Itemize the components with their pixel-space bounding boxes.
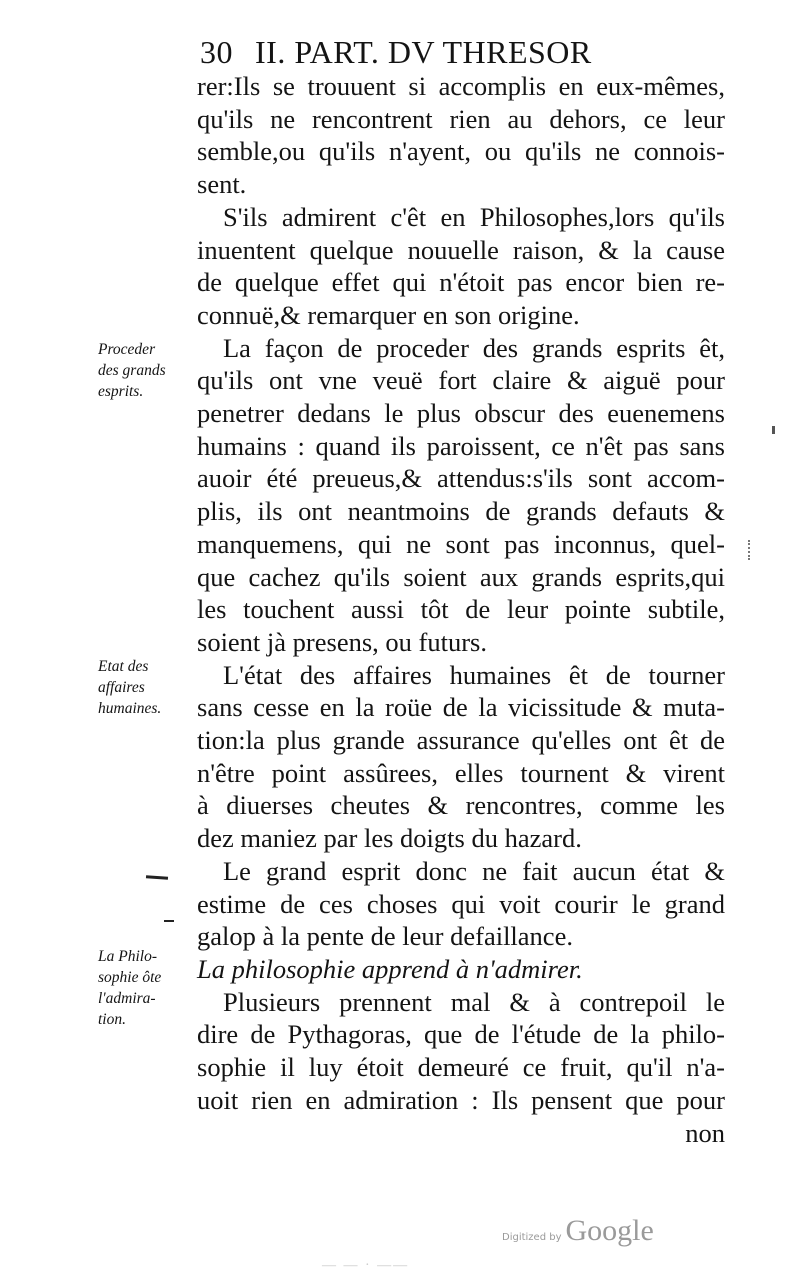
page-number: 30	[200, 34, 233, 70]
text-line: humains : quand ils paroissent, ce n'êt pas sans	[197, 430, 725, 461]
text-line: inuentent quelque nouuelle raison, & la cause	[197, 234, 725, 265]
text-line: uoit rien en admiration : Ils pensent que pour	[197, 1084, 725, 1115]
text-line: connuë,& remarquer en son origine.	[197, 299, 580, 330]
margin-note-line: Proceder	[98, 341, 156, 358]
margin-note-line: humaines.	[98, 700, 162, 717]
text-line: La façon de proceder des grands esprits êt,	[223, 332, 725, 363]
text-line: semble,ou qu'ils n'ayent, ou qu'ils ne connois-	[197, 136, 725, 167]
text-line: à diuerses cheutes & rencontres, comme les	[197, 790, 725, 821]
bleed-through-mark	[748, 540, 764, 560]
margin-note-philosophie	[98, 946, 194, 1030]
text-line: n'être point assûrees, elles tournent & virent	[197, 757, 725, 788]
text-line: penetrer dedans le plus obscur des euenemens	[197, 398, 725, 429]
text-line: soient jà presens, ou futurs.	[197, 626, 487, 657]
margin-note-line: tion.	[98, 1011, 126, 1028]
text-line: Le grand esprit donc ne fait aucun état &	[223, 855, 725, 886]
running-title: II. PART. DV THRESOR	[255, 34, 592, 70]
running-head	[200, 34, 592, 70]
text-line: sophie il luy étoit demeuré ce fruit, qu'il n'a-	[197, 1052, 725, 1083]
google-logo: Google	[565, 1214, 654, 1247]
ink-mark	[146, 875, 168, 880]
margin-note-line: l'admira-	[98, 990, 156, 1007]
text-line: plis, ils ont neantmoins de grands defauts &	[197, 496, 725, 527]
text-line: dez maniez par les doigts du hazard.	[197, 823, 582, 854]
margin-note-line: affaires	[98, 679, 145, 696]
margin-note-line: esprits.	[98, 383, 144, 400]
section-heading: La philosophie apprend à n'admirer.	[197, 953, 583, 984]
text-line: que cachez qu'ils soient aux grands esprits,qui	[197, 561, 725, 592]
margin-note-line: La Philo-	[98, 948, 157, 965]
margin-note-line: Etat des	[98, 658, 149, 675]
bleed-through-mark	[772, 426, 775, 434]
text-line: tion:la plus grande assurance qu'elles ont êt de	[197, 725, 725, 756]
text-line: galop à la pente de leur defaillance.	[197, 921, 573, 952]
margin-note-line: sophie ôte	[98, 969, 162, 986]
text-line: qu'ils ont vne veuë fort claire & aiguë pour	[197, 365, 725, 396]
text-line: de quelque effet qui n'étoit pas encor bien re-	[197, 267, 725, 298]
margin-note-etat	[98, 656, 194, 719]
text-line: auoir été preueus,& attendus:s'ils sont accom-	[197, 463, 725, 494]
margin-note-line: des grands	[98, 362, 166, 379]
watermark-prefix: Digitized by	[502, 1232, 562, 1243]
text-line: les touchent aussi tôt de leur pointe subtile,	[197, 594, 725, 625]
digitized-watermark	[502, 1214, 654, 1248]
catchword: non	[685, 1117, 725, 1148]
text-line: rer:Ils se trouuent si accomplis en eux-mêmes,	[197, 71, 725, 101]
ink-mark	[164, 920, 174, 922]
text-line: sent.	[197, 169, 247, 200]
text-line: L'état des affaires humaines êt de tourner	[223, 659, 725, 690]
text-line: dire de Pythagoras, que de l'étude de la philo-	[197, 1019, 725, 1050]
text-line: S'ils admirent c'êt en Philosophes,lors qu'ils	[223, 201, 725, 232]
text-line: sans cesse en la roüe de la vicissitude & muta-	[197, 692, 725, 723]
text-line: qu'ils ne rencontrent rien au dehors, ce leur	[197, 103, 725, 134]
text-line: manquemens, qui ne sont pas inconnus, quel-	[197, 528, 725, 559]
text-line: estime de ces choses qui voit courir le grand	[197, 888, 725, 919]
footer-marks: — — · ——	[322, 1258, 410, 1273]
main-text-block	[197, 70, 725, 1149]
margin-note-proceder	[98, 339, 194, 402]
text-line: Plusieurs prennent mal & à contrepoil le	[223, 986, 725, 1017]
